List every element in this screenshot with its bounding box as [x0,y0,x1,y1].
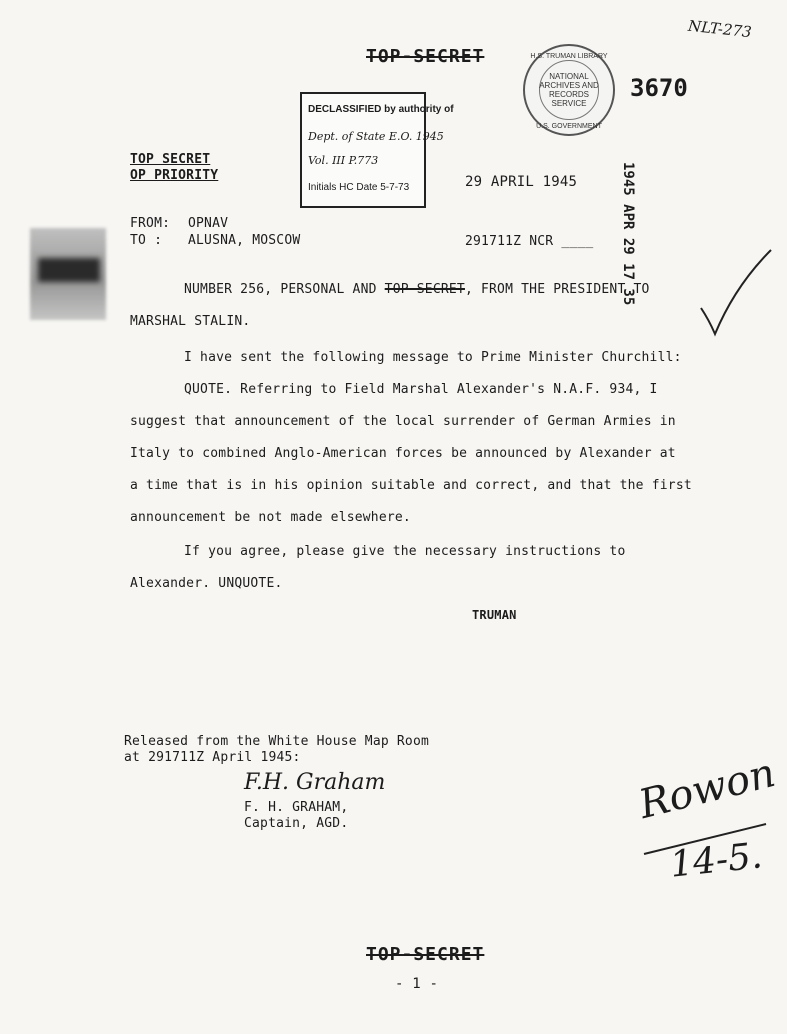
seal-text: RECORDS [548,90,589,99]
body-line: I have sent the following message to Prime Minister Churchill: [184,350,682,365]
seal-text: ARCHIVES AND [539,81,599,90]
declassified-line: DECLASSIFIED by authority of [308,104,454,115]
release-line: Released from the White House Map Room [124,734,430,749]
archives-seal [523,44,615,136]
release-title: Captain, AGD. [244,816,349,831]
seal-text: H.S. TRUMAN LIBRARY [530,53,608,60]
body-line: QUOTE. Referring to Field Marshal Alexander's N.A.F. 934, I [184,382,658,397]
subject-struck-classification: TOP SECRET [384,282,465,297]
body-line: If you agree, please give the necessary instructions to [184,544,626,559]
to-value: ALUSNA, MOSCOW [188,233,301,248]
release-line: at 291711Z April 1945: [124,750,301,765]
page-number: - 1 - [395,976,439,992]
handwritten-note: Rowon [634,749,780,829]
received-stamp: 1945 APR 29 17 35 [620,162,636,306]
date-time-group: 291711Z NCR ____ [465,234,594,249]
handwritten-note: 14-5. [668,835,765,886]
subject-prefix: NUMBER 256, PERSONAL AND [184,282,377,297]
declassified-stamp [300,92,454,208]
seal-text: U.S. GOVERNMENT [536,123,602,130]
to-label: TO : [130,233,163,248]
declassified-line: Dept. of State E.O. 1945 [308,130,444,143]
message-date: 29 APRIL 1945 [465,174,578,190]
handwritten-signature: F.H. Graham [244,770,386,795]
seal-text: SERVICE [551,99,587,108]
body-line: suggest that announcement of the local surrender of German Armies in [130,414,676,429]
body-line: a time that is in his opinion suitable and correct, and that the first [130,478,692,493]
from-label: FROM: [130,216,171,231]
declassified-line: Vol. III P.773 [308,154,379,167]
typed-signature: TRUMAN [472,608,517,622]
routing-classification: TOP SECRET [130,152,211,167]
release-name: F. H. GRAHAM, [244,800,349,815]
header-classification: TOP-SECRET [366,46,485,67]
corner-reference: NLT-273 [687,16,753,42]
subject-suffix: , FROM THE PRESIDENT TO [464,282,650,297]
check-mark-icon [695,246,775,338]
subject-line-2: MARSHAL STALIN. [130,314,251,329]
subject-line [184,282,650,297]
body-line: Italy to combined Anglo-American forces be announced by Alexander at [130,446,676,461]
document-number: 3670 [630,74,688,102]
body-line: Alexander. UNQUOTE. [130,576,283,591]
declassified-line: Initials HC Date 5-7-73 [308,182,410,193]
redaction-mark [38,258,100,282]
from-value: OPNAV [188,216,229,231]
body-line: announcement be not made elsewhere. [130,510,411,525]
footer-classification: TOP-SECRET [366,944,485,965]
seal-text: NATIONAL [549,72,589,81]
routing-priority: OP PRIORITY [130,168,219,183]
